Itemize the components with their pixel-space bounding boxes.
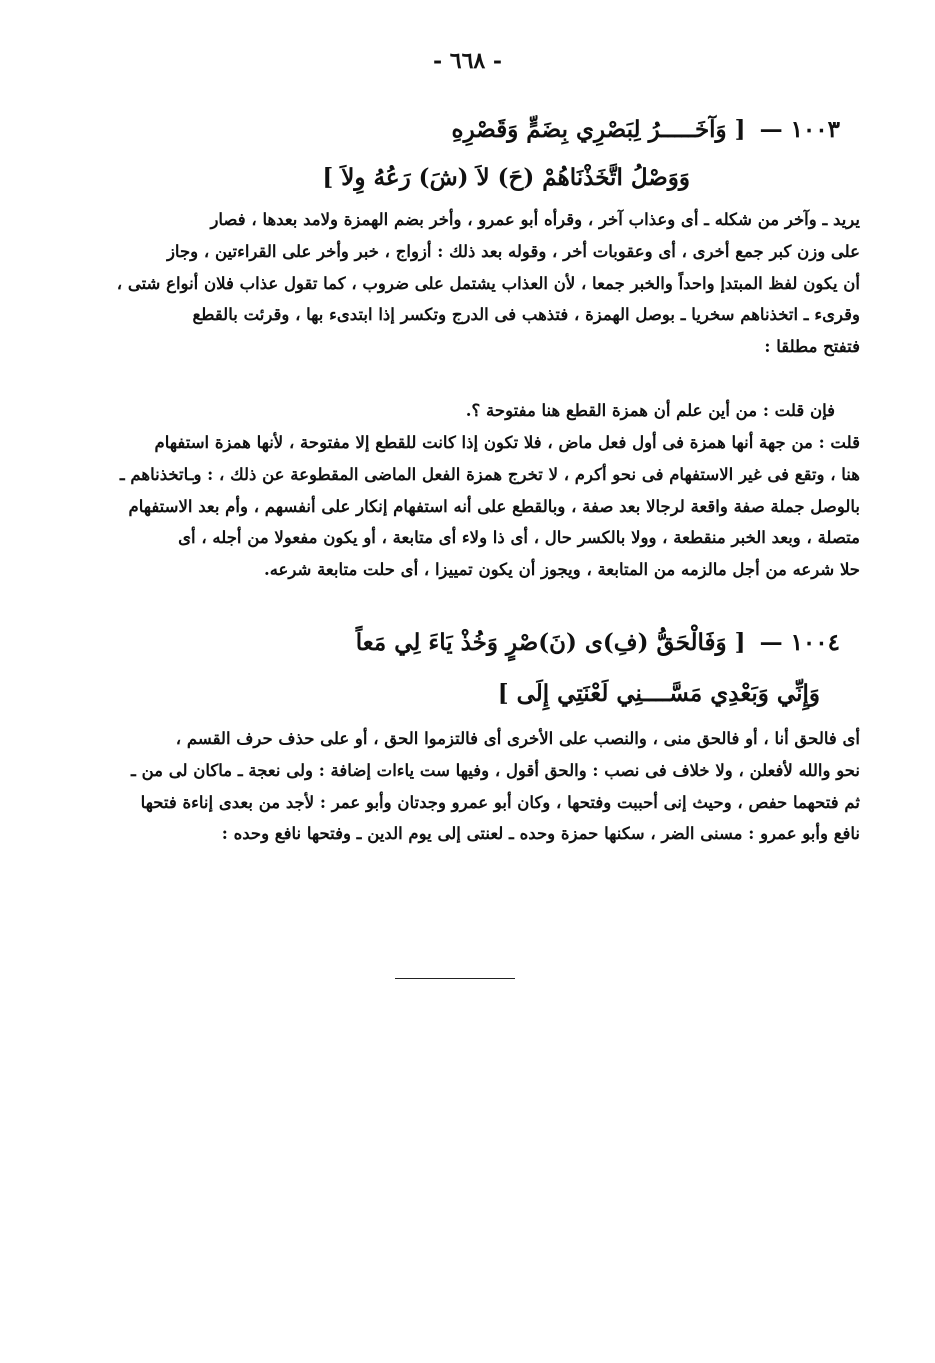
verse-text: [ وَآخَـــــرُ لِبَصْرِي بِضَمٍّ وَقَصْرِهِ [451,116,746,143]
verse-text: وَإِنِّي وَبَعْدِي مَسَّــــنِي لَعْنَتِي إِلَى ] [497,680,820,707]
text-line: نحو والله لأفعلن ، ولا خلاف فى نصب : والحق أقول ، وفيها ست ياءات إضافة : ولى نعجة ـ ماكان لى من ـ [131,760,860,780]
commentary-1004 [65,723,860,850]
text-line: فتفتح مطلقا : [764,337,860,357]
verse-text: [ وَفَالْحَقُّ (فِ)ى (نَ)صْرٍ وَخُذْ يَاءَ لِي مَعاً [355,629,746,656]
commentary-1003 [65,204,860,363]
text-line: هنا ، وتقع فى غير الاستفهام فى نحو أكرم ، لا تخرج همزة الفعل الماضى المقطوعة عن ذلك ، : وـاتخذناهم ـ [119,464,860,484]
text-line: نافع وأبو عمرو : مسنى الضر ، سكنها حمزة وحده ـ لعنتى إلى يوم الدين ـ وفتحها نافع وحده : [221,824,860,844]
page-number: - ٦٦٨ - [432,48,503,74]
text-line: وقرىء ـ اتخذناهم سخريا ـ بوصل الهمزة ، فتذهب فى الدرج وتكسر إذا ابتدىء بها ، وقرئت بالقطع [192,305,860,325]
verse-1003-line-1 [452,110,840,150]
text-line: قلت : من جهة أنها همزة فى أول فعل ماض ، فلا تكون إذا كانت للقطع إلا مفتوحة ، لأنها همزة استفهام [154,433,860,452]
question [65,395,835,427]
text-line: فإن قلت : من أين علم أن همزة القطع هنا مفتوحة ؟. [465,401,835,420]
text-line: أن يكون لفظ المبتدإ واحداً والخبر جمعا ، لأن العذاب يشتمل على ضروب ، كما تقول عذاب فلان أنواع شتى ، [116,273,860,293]
text-line: يريد ـ وآخر من شكله ـ أى وعذاب آخر ، وقرأه أبو عمرو ، وأخر بضم الهمزة ولامد بعدها ، فصار [210,210,860,229]
end-divider [395,978,515,979]
text-line: حلا شرعه من أجل مالزمه من المتابعة ، ويجوز أن يكون تمييزا ، أى حلت متابعة شرعه. [263,560,860,580]
verse-1003-line-2 [322,158,690,198]
verse-1004-line-1 [356,623,840,663]
text-line: أى فالحق أنا ، أو فالحق منى ، والنصب على الأخرى أى فالتزموا الحق ، أو على حذف حرف القسم ، [175,729,860,748]
verse-number: ١٠٠٤ — [759,629,840,656]
text-line: على وزن كبر جمع أخرى ، أى وعقوبات أخر ، وقوله بعد ذلك : أزواج ، خبر وأخر على القراءتين ، وجاز [166,241,860,261]
text-line: متصلة ، وبعد الخبر منقطعة ، وولا بالكسر حال ، أى ذا ولاء أى متابعة ، أو يكون مفعولا من أجله ، أى [178,528,860,548]
text-line: ثم فتحهما حفص ، وحيث إنى أحببت وفتحها ، وكان أبو عمرو وجدتان وأبو عمر : لأجد من بعدى إناءة فتحها [140,792,860,812]
text-line: بالوصل جملة صفة واقعة لرجالا بعد صفة ، وبالقطع على أنه استفهام إنكار على أنفسهم ، وأم بعد الاستفهام [128,496,860,516]
verse-1004-line-2 [498,674,820,714]
answer [65,427,860,586]
verse-text: وَوَصْلُ اتَّخَذْنَاهُمْ (حَ) لاَ (شَ) رَعُهُ وِلاَ ] [322,164,690,191]
verse-number: ١٠٠٣ — [759,116,840,143]
